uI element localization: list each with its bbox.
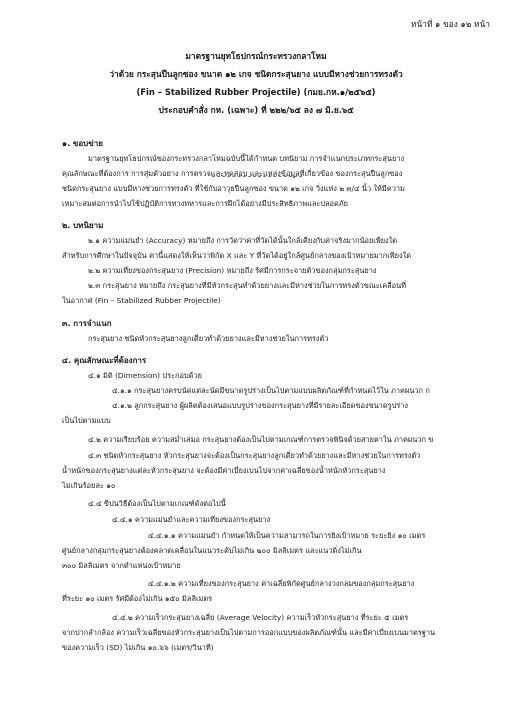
requirement-4-1-2-cont: เป็นไปตามแบบ [62, 416, 111, 425]
section-1-line: มาตรฐานยุทโธปกรณ์ของกระทรวงกลาโหมฉบับนี้ได้กำหนด บทนิยาม การจำแนกประเภทกระสุนยาง [88, 154, 405, 163]
requirement-4-4-1-1: ๔.๔.๑.๑ ความแม่นยำ กำหนดให้เป็นความสามารถในการยิงเป้าหมาย ระยะยิง ๑๐ เมตร [148, 531, 426, 540]
section-1-title: ๑. ขอบข่าย [62, 139, 103, 148]
requirement-4-3-cont: ไม่เกินร้อยละ ๑๐ [62, 481, 116, 490]
requirement-4-4-1-2: ๔.๔.๑.๒ ความเที่ยงของกระสุนยาง ค่าเฉลี่ยพิกัดศูนย์กลางวงกลมของกลุ่มกระสุนยาง [148, 579, 415, 588]
document-title: มาตรฐานยุทโธปกรณ์กระทรวงกลาโหม [185, 51, 327, 61]
requirement-4-4-1: ๔.๔.๑ ความแม่นยำและความเที่ยงของกระสุนยาง [112, 515, 271, 524]
definition-accuracy-cont: สำหรับการศึกษาในปัจจุบัน ค่านี้แสดงให้เห็นว่าพิกัด X และ Y ที่วัดได้อยู่ใกล้ศูนย์กลางของเป้าหมายมากเพียงใด [62, 251, 412, 260]
requirement-4-1-1: ๔.๑.๑ กระสุนยางครบนัดแต่ละนัดมีขนาดรูปร่างเป็นไปตามแบบผลิตภัณฑ์ที่กำหนดไว้ใน ภาคผนวก ก [112, 386, 430, 395]
requirement-4-3-cont: น้ำหนักของกระสุนยางแต่ละหัวกระสุนยาง จะต้องมีค่าเบี่ยงเบนไปจากค่าเฉลี่ยของน้ำหนักหัวกระสุนยาง [62, 466, 386, 475]
definition-precision: ๒.๒ ความเที่ยงของกระสุนยาง (Precision) หมายถึง รัศมีการกระจายตัวของกลุ่มกระสุนยาง [88, 266, 377, 275]
requirement-4-1: ๔.๑ มิติ (Dimension) ประกอบด้วย [88, 371, 202, 380]
document-order-reference: ประกอบคำสั่ง กห. (เฉพาะ) ที่ ๒๒๒/๖๕ ลง ๗ มิ.ย.๖๕ [158, 105, 354, 115]
requirement-4-4-2-cont: จากปากลำกล้อง ความเร็วเฉลี่ยของหัวกระสุนยางเป็นไปตามการออกแบบของผลิตภัณฑ์นั้น และมีค่าเบี่ยงเบนมาตรฐาน [62, 628, 436, 637]
section-1-line: ชนิดกระสุนยาง แบบมีหางช่วยการทรงตัว ที่ใช้กับอาวุธปืนลูกซอง ขนาด ๑๒ เกจ วิ่งแห่ง ๒ ๓/๔ นิ้ว ให้มีความ [62, 184, 405, 193]
requirement-4-4-2: ๔.๔.๒ ความเร็วกระสุนยางเฉลี่ย (Average Velocity) ความเร็วหัวกระสุนยาง ที่ระยะ ๕ เมตร [112, 613, 409, 622]
section-1-line: เหมาะสมต่อการนำไปใช้ปฏิบัติการทางทหารและการฝึกได้อย่างมีประสิทธิภาพและปลอดภัย [62, 199, 348, 208]
requirement-4-4-1-1-cont: ศูนย์กลางกลุ่มกระสุนยางต้องคลาดเคลื่อนในแนวระดับไม่เกิน ๒๐๐ มิลลิเมตร และแนวดิ่งไม่เกิน [62, 546, 362, 555]
requirement-4-3: ๔.๓ ชนิดหัวกระสุนยาง หัวกระสุนยางจะต้องเป็นกระสุนยางลูกเดี่ยวทำด้วยยางและมีหางช่วยในการทรงตัว [88, 451, 421, 460]
section-1-line: คุณลักษณะที่ต้องการ การสุ่มตัวอย่าง การตรวจและทดสอบ และแหล่งข้อมูลที่เกี่ยวข้อง ของกระสุนปืนลูกซอง [62, 169, 403, 178]
document-subject-english: (Fin – Stabilized Rubber Projectile) (กมย.กห.๑/๒๕๖๕) [136, 87, 376, 97]
section-2-title: ๒. บทนิยาม [62, 221, 104, 230]
section-4-title: ๔. คุณลักษณะที่ต้องการ [62, 356, 147, 365]
classification-text: กระสุนยาง ชนิดหัวกระสุนยางลูกเดี่ยวทำด้วยยางและมีหางช่วยในการทรงตัว [88, 334, 329, 343]
definition-rubber-bullet: ๒.๓ กระสุนยาง หมายถึง กระสุนยางที่มีหัวกระสุนทำด้วยยางและมีหางช่วยในการทรงตัวขณะเคลื่อนที่ [88, 281, 407, 290]
requirement-4-4: ๔.๔ ขีปนวิธีต้องเป็นไปตามเกณฑ์ดังต่อไปนี้ [88, 499, 226, 508]
page-number: หน้าที่ ๑ ของ ๑๒ หน้า [410, 19, 490, 29]
requirement-4-1-2: ๔.๑.๒ ลูกกระสุนยาง ผู้ผลิตต้องเสนอแบบรูปร่างของกระสุนยางที่มีรายละเอียดของขนาดรูปร่าง [112, 401, 409, 410]
requirement-4-4-2-cont: ของความเร็ว (SD) ไม่เกิน ๑๐.๖๖ (เมตร/วินาที) [62, 643, 214, 652]
section-3-title: ๓. การจำแนก [62, 319, 112, 328]
definition-rubber-bullet-cont: ในอากาศ (Fin – Stabilized Rubber Projectile) [62, 296, 221, 305]
requirement-4-2: ๔.๒ ความเรียบร้อย ความสม่ำเสมอ กระสุนยางต้องเป็นไปตามเกณฑ์การตรวจพินิจด้วยสายตาใน ภาคผนวก ข [88, 435, 434, 444]
requirement-4-4-1-1-cont: ๓๐๐ มิลลิเมตร จากตำแหน่งเป้าหมาย [62, 561, 181, 570]
definition-accuracy: ๒.๑ ความแม่นยำ (Accuracy) หมายถึง การวัดว่าค่าที่วัดได้นั้นใกล้เคียงกับค่าจริงมากน้อยเพียงใด [88, 236, 398, 245]
requirement-4-4-1-2-cont: ที่ระยะ ๑๐ เมตร รัศมีต้องไม่เกิน ๑๕๐ มิลลิเมตร [62, 594, 213, 603]
document-subject: ว่าด้วย กระสุนปืนลูกซอง ขนาด ๑๒ เกจ ชนิดกระสุนยาง แบบมีหางช่วยการทรงตัว [109, 69, 403, 79]
